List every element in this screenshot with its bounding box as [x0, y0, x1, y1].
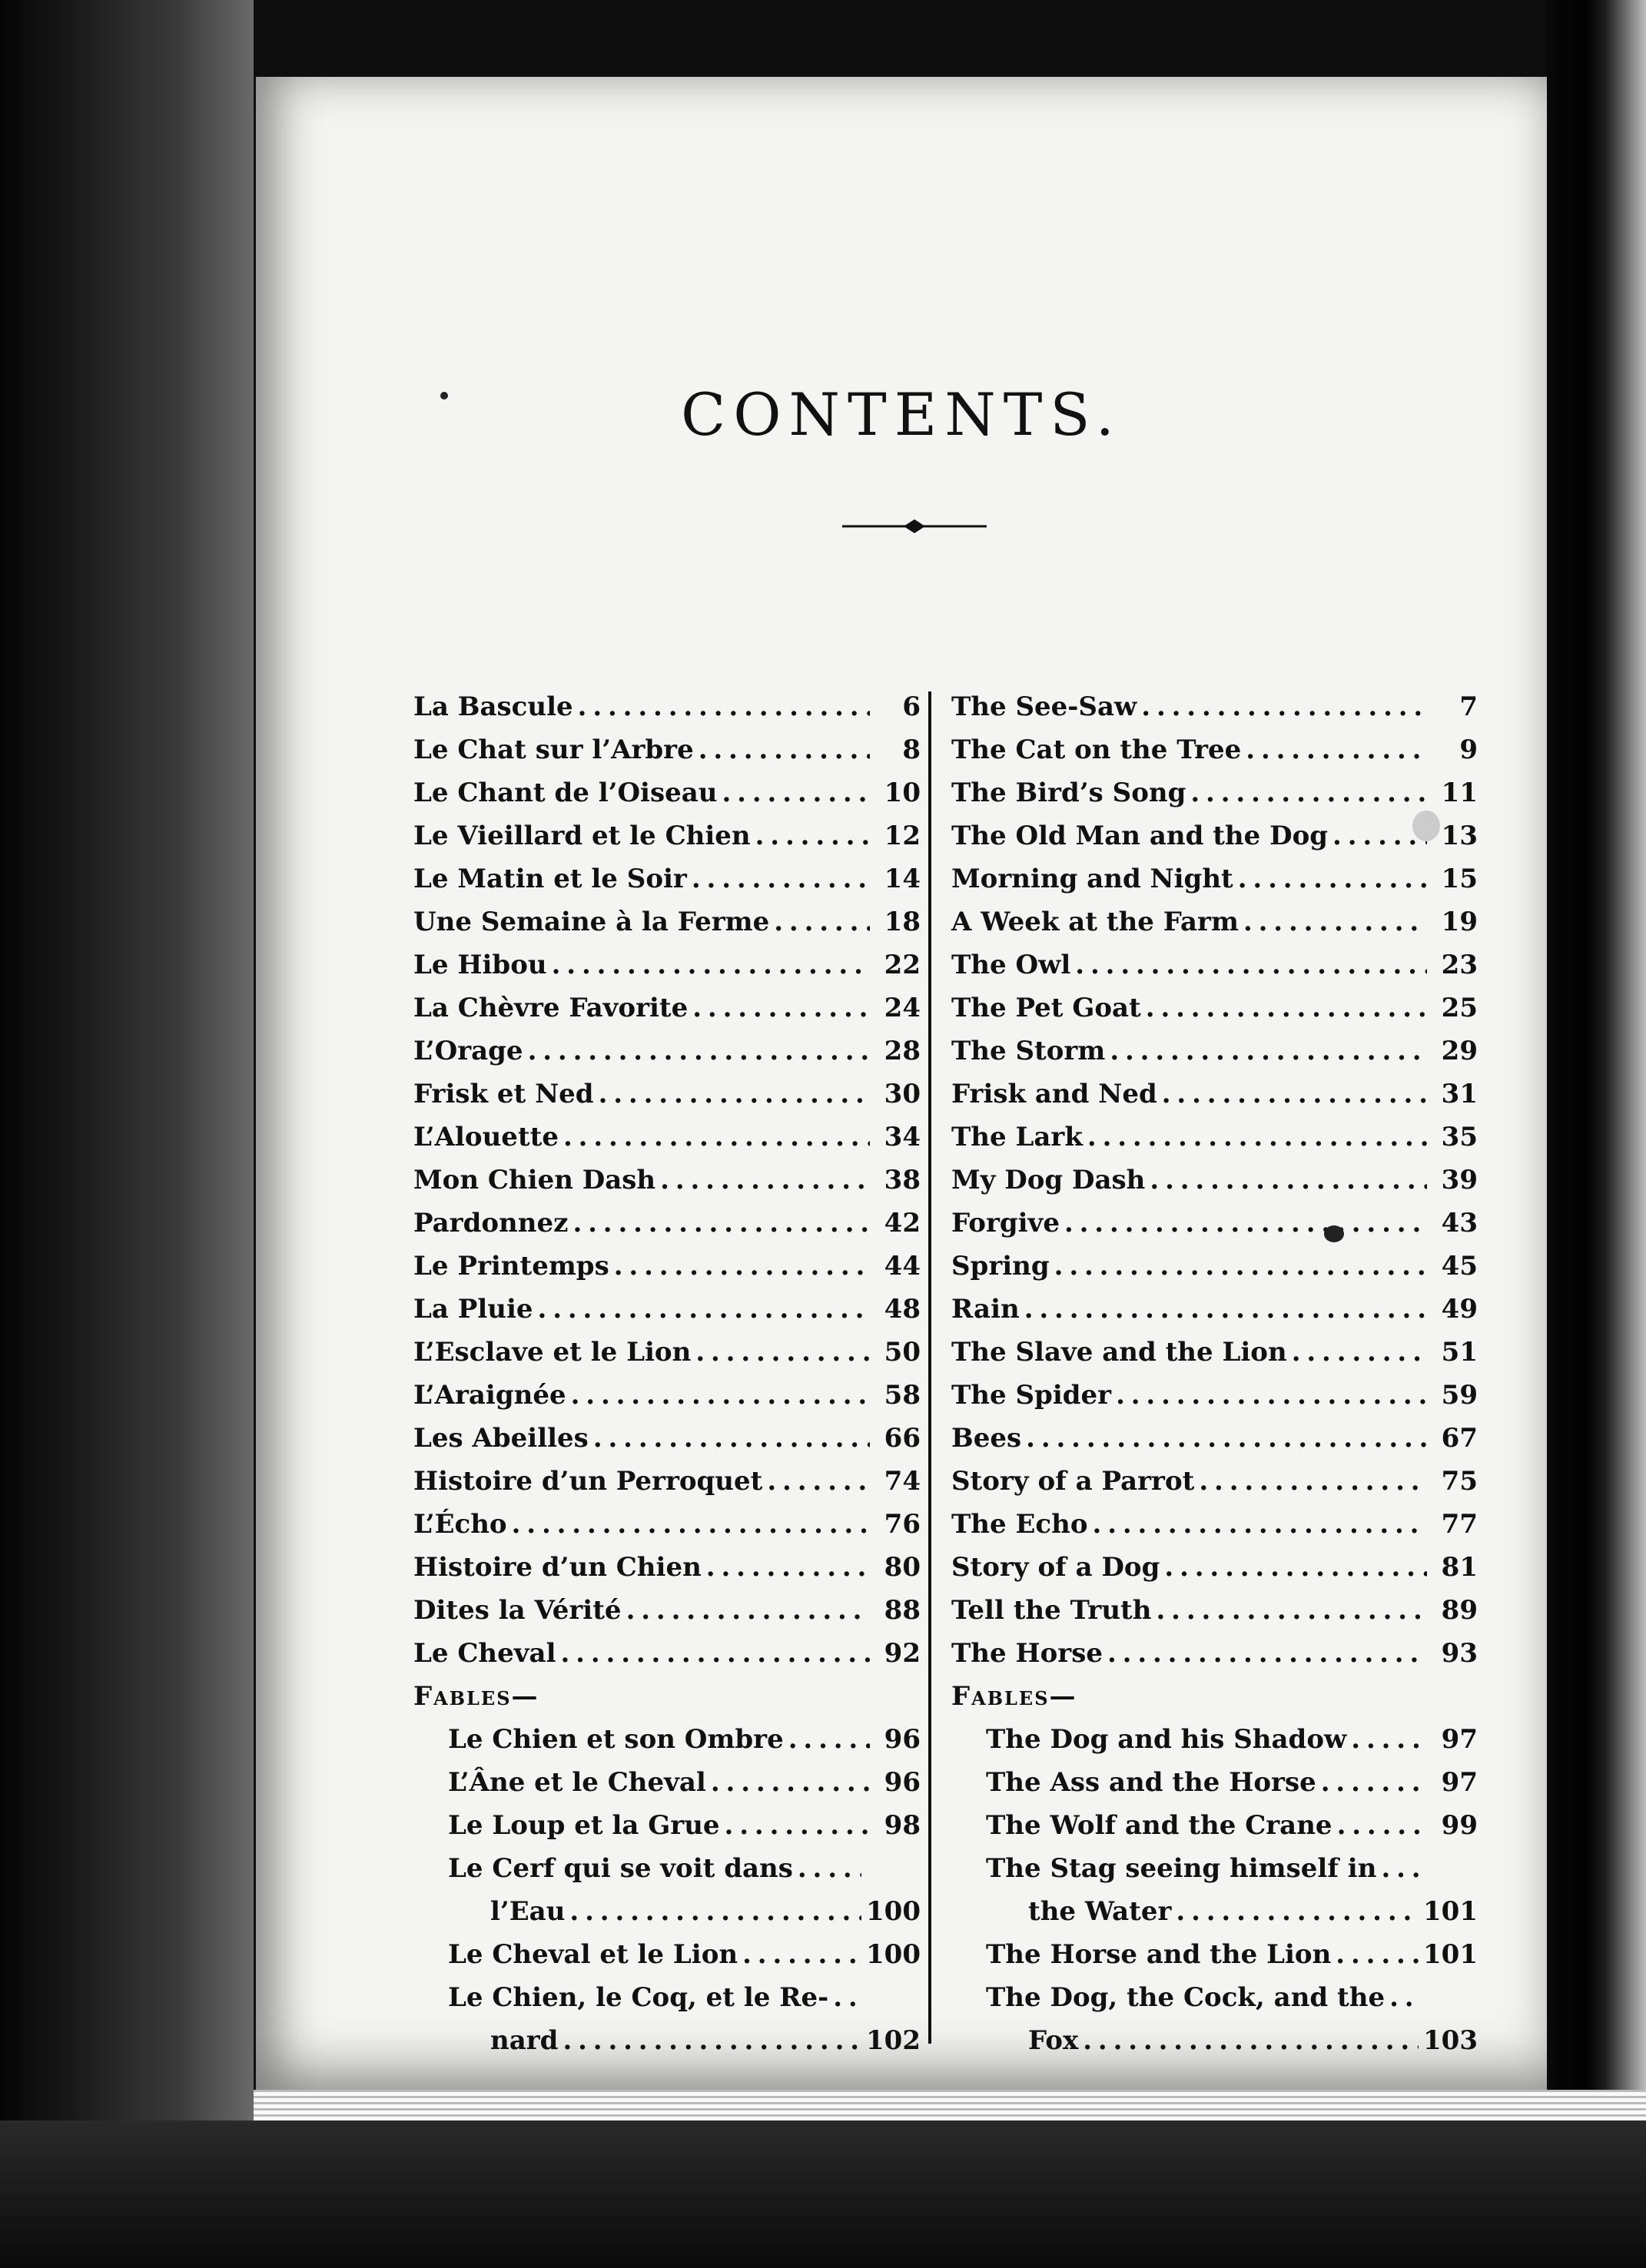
toc-page-number: 97 [1441, 1767, 1478, 1798]
toc-page-number: 51 [1441, 1337, 1478, 1368]
scan-border-bottom [0, 2120, 1646, 2268]
toc-row [413, 1509, 936, 1552]
toc-row [413, 1380, 936, 1423]
toc-entry: Rain [951, 1294, 1020, 1325]
toc-page-number: 75 [1441, 1466, 1478, 1497]
toc-page-number: 93 [1441, 1638, 1478, 1669]
toc-entry: Histoire d’un Chien [413, 1552, 702, 1583]
toc-entry-continuation: the Water [1028, 1896, 1172, 1927]
toc-row [413, 1724, 936, 1767]
toc-row [413, 1337, 936, 1380]
toc-entry: The Cat on the Tree [951, 734, 1242, 765]
toc-page-number: 7 [1459, 691, 1478, 722]
toc-leader-dots [571, 1380, 870, 1411]
toc-leader-dots [569, 1896, 861, 1927]
toc-row [413, 1466, 936, 1509]
toc-leader-dots [1389, 1982, 1419, 2013]
fables-heading [413, 1681, 936, 1724]
toc-entry: Story of a Dog [951, 1552, 1160, 1583]
toc-entry: Le Chant de l’Oiseau [413, 778, 718, 808]
toc-page-number: 50 [884, 1337, 921, 1368]
toc-row [413, 691, 936, 734]
toc-row [928, 1767, 1501, 1810]
toc-entry: Frisk et Ned [413, 1079, 594, 1109]
toc-page-number: 58 [884, 1380, 921, 1411]
toc-entry: The Ass and the Horse [986, 1767, 1316, 1798]
toc-leader-dots [798, 1853, 861, 1884]
toc-leader-dots [695, 1337, 870, 1368]
toc-page-number: 92 [884, 1638, 921, 1669]
toc-entry: Le Cheval [413, 1638, 556, 1669]
toc-page-number: 49 [1441, 1294, 1478, 1325]
toc-leader-dots [1141, 691, 1427, 722]
toc-page-number: 74 [884, 1466, 921, 1497]
toc-row [928, 993, 1501, 1036]
toc-entry-continuation: l’Eau [490, 1896, 566, 1927]
toc-leader-dots [1146, 993, 1427, 1023]
toc-entry: Le Hibou [413, 950, 547, 980]
toc-page-number: 39 [1441, 1165, 1478, 1195]
toc-page-number: 101 [1423, 1939, 1478, 1970]
toc-row [928, 950, 1501, 993]
toc-row [928, 864, 1501, 907]
toc-entry: Le Chien et son Ombre [448, 1724, 784, 1755]
toc-page-number: 98 [884, 1810, 921, 1841]
bottom-rule [254, 2090, 1646, 2120]
toc-page-number: 96 [884, 1724, 921, 1755]
toc-row [928, 1208, 1501, 1251]
toc-leader-dots [1238, 864, 1427, 894]
toc-entry: My Dog Dash [951, 1165, 1146, 1195]
book-page [254, 77, 1547, 2090]
toc-row [928, 1638, 1501, 1681]
toc-leader-dots [706, 1552, 870, 1583]
toc-leader-dots [1199, 1466, 1427, 1497]
toc-entry: L’Esclave et le Lion [413, 1337, 692, 1368]
toc-leader-dots [1176, 1896, 1419, 1927]
toc-row [928, 1982, 1501, 2025]
toc-leader-dots [1243, 907, 1427, 937]
toc-entry: Le Cheval et le Lion [448, 1939, 738, 1970]
toc-row-continuation [413, 2025, 936, 2068]
toc-row [928, 1509, 1501, 1552]
toc-leader-dots [1321, 1767, 1427, 1798]
toc-page-number: 24 [884, 993, 921, 1023]
toc-leader-dots [593, 1423, 870, 1454]
toc-leader-dots [1150, 1165, 1427, 1195]
toc-page-number: 35 [1441, 1122, 1478, 1152]
toc-entry: Le Chat sur l’Arbre [413, 734, 694, 765]
toc-leader-dots [538, 1294, 870, 1325]
toc-leader-dots [1381, 1853, 1419, 1884]
toc-page-number: 102 [866, 2025, 921, 2056]
toc-page-number: 8 [902, 734, 921, 765]
toc-row [413, 1767, 936, 1810]
toc-entry: L’Orage [413, 1036, 523, 1066]
toc-entry: Forgive [951, 1208, 1060, 1238]
toc-page-number: 81 [1441, 1552, 1478, 1583]
toc-row [413, 1552, 936, 1595]
toc-leader-dots [1087, 1122, 1427, 1152]
toc-entry: Le Chien, le Coq, et le Re- [448, 1982, 829, 2013]
toc-entry-continuation: Fox [1028, 2025, 1079, 2056]
toc-leader-dots [1093, 1509, 1427, 1540]
toc-row [413, 1165, 936, 1208]
toc-row-continuation [928, 1896, 1501, 1939]
toc-entry: The Lark [951, 1122, 1083, 1152]
toc-page-number: 9 [1459, 734, 1478, 765]
toc-page-number: 45 [1441, 1251, 1478, 1282]
toc-leader-dots [572, 1208, 870, 1238]
toc-row [413, 1036, 936, 1079]
toc-entry: Le Vieillard et le Chien [413, 821, 751, 851]
toc-entry: A Week at the Farm [951, 907, 1239, 937]
toc-leader-dots [1351, 1724, 1427, 1755]
toc-row [413, 1079, 936, 1122]
toc-page-number: 19 [1441, 907, 1478, 937]
toc-entry: The Bird’s Song [951, 778, 1186, 808]
french-column [413, 691, 936, 2068]
fables-heading [928, 1681, 1501, 1724]
toc-leader-dots [774, 907, 870, 937]
toc-entry: L’Alouette [413, 1122, 559, 1152]
toc-leader-dots [1075, 950, 1427, 980]
toc-page-number: 100 [866, 1896, 921, 1927]
toc-leader-dots [614, 1251, 870, 1282]
toc-leader-dots [1024, 1294, 1427, 1325]
toc-page-number: 34 [884, 1122, 921, 1152]
toc-leader-dots [1110, 1036, 1427, 1066]
toc-leader-dots [767, 1466, 870, 1497]
ink-speck [1412, 811, 1440, 841]
toc-page-number: 25 [1441, 993, 1478, 1023]
toc-leader-dots [1156, 1595, 1427, 1626]
toc-entry: Pardonnez [413, 1208, 569, 1238]
toc-page-number: 11 [1441, 778, 1478, 808]
toc-page-number: 28 [884, 1036, 921, 1066]
toc-entry: The Horse and the Lion [986, 1939, 1332, 1970]
toc-row [928, 1466, 1501, 1509]
toc-row [928, 1122, 1501, 1165]
toc-row [928, 1939, 1501, 1982]
toc-entry: L’Araignée [413, 1380, 566, 1411]
toc-leader-dots [692, 993, 870, 1023]
toc-page-number: 44 [884, 1251, 921, 1282]
toc-entry: The Wolf and the Crane [986, 1810, 1332, 1841]
scan-border-right [1545, 0, 1646, 2268]
fables-heading-label: Fables— [951, 1681, 1077, 1712]
toc-row [928, 1595, 1501, 1638]
toc-row [928, 1810, 1501, 1853]
toc-row [928, 1251, 1501, 1294]
ink-speck [1324, 1225, 1344, 1242]
toc-entry: The Dog, the Cock, and the [986, 1982, 1385, 2013]
toc-page-number: 77 [1441, 1509, 1478, 1540]
toc-page-number: 43 [1441, 1208, 1478, 1238]
toc-leader-dots [552, 950, 870, 980]
toc-page-number: 100 [866, 1939, 921, 1970]
toc-leader-dots [725, 1810, 870, 1841]
toc-row [928, 691, 1501, 734]
toc-leader-dots [1164, 1552, 1427, 1583]
toc-entry: Histoire d’un Perroquet [413, 1466, 763, 1497]
toc-leader-dots [755, 821, 870, 851]
toc-leader-dots [512, 1509, 870, 1540]
toc-leader-dots [1190, 778, 1427, 808]
toc-leader-dots [742, 1939, 861, 1970]
toc-leader-dots [1162, 1079, 1427, 1109]
toc-row [413, 778, 936, 821]
toc-row [928, 1165, 1501, 1208]
toc-row [413, 1251, 936, 1294]
toc-entry: Le Matin et le Soir [413, 864, 687, 894]
toc-entry: Les Abeilles [413, 1423, 589, 1454]
toc-row-continuation [928, 2025, 1501, 2068]
fables-heading-label: Fables— [413, 1681, 539, 1712]
toc-page-number: 101 [1423, 1896, 1478, 1927]
toc-page-number: 96 [884, 1767, 921, 1798]
toc-entry: Mon Chien Dash [413, 1165, 656, 1195]
toc-entry: The Storm [951, 1036, 1106, 1066]
toc-row [413, 1638, 936, 1681]
toc-row [413, 1423, 936, 1466]
toc-row [413, 1810, 936, 1853]
toc-page-number: 12 [884, 821, 921, 851]
toc-row [413, 1939, 936, 1982]
toc-row [413, 1982, 936, 2025]
toc-row-continuation [413, 1896, 936, 1939]
toc-leader-dots [699, 734, 870, 765]
toc-row [928, 1853, 1501, 1896]
toc-row [413, 1853, 936, 1896]
toc-entry: La Chèvre Favorite [413, 993, 689, 1023]
toc-leader-dots [599, 1079, 870, 1109]
toc-leader-dots [626, 1595, 870, 1626]
toc-row [413, 907, 936, 950]
toc-row [413, 734, 936, 778]
toc-row [928, 1724, 1501, 1767]
toc-page-number: 18 [884, 907, 921, 937]
toc-leader-dots [1054, 1251, 1427, 1282]
toc-page-number: 14 [884, 864, 921, 894]
scan-border-left [0, 0, 254, 2268]
toc-row [928, 907, 1501, 950]
toc-entry: Une Semaine à la Ferme [413, 907, 770, 937]
toc-leader-dots [1246, 734, 1427, 765]
toc-page-number: 38 [884, 1165, 921, 1195]
toc-row [413, 821, 936, 864]
toc-leader-dots [578, 691, 870, 722]
toc-leader-dots [660, 1165, 870, 1195]
english-column [928, 691, 1501, 2068]
toc-entry: L’Âne et le Cheval [448, 1767, 706, 1798]
toc-row [928, 1380, 1501, 1423]
toc-leader-dots [1026, 1423, 1427, 1454]
ink-speck [440, 392, 448, 400]
toc-row [413, 993, 936, 1036]
toc-entry-continuation: nard [490, 2025, 559, 2056]
toc-row [413, 1294, 936, 1337]
toc-leader-dots [1064, 1208, 1427, 1238]
toc-row [413, 1208, 936, 1251]
toc-page-number: 13 [1441, 821, 1478, 851]
toc-entry: The Owl [951, 950, 1071, 980]
toc-entry: The Echo [951, 1509, 1088, 1540]
toc-leader-dots [1292, 1337, 1427, 1368]
toc-page-number: 29 [1441, 1036, 1478, 1066]
toc-row [413, 1122, 936, 1165]
toc-leader-dots [1083, 2025, 1419, 2056]
toc-row [928, 778, 1501, 821]
toc-entry: La Pluie [413, 1294, 533, 1325]
toc-leader-dots [561, 1638, 871, 1669]
toc-page-number: 31 [1441, 1079, 1478, 1109]
toc-page-number: 30 [884, 1079, 921, 1109]
toc-row [413, 864, 936, 907]
toc-entry: Dites la Vérité [413, 1595, 622, 1626]
toc-row [928, 1079, 1501, 1122]
toc-row [413, 950, 936, 993]
toc-row [413, 1595, 936, 1638]
toc-entry: The Dog and his Shadow [986, 1724, 1347, 1755]
toc-page-number: 15 [1441, 864, 1478, 894]
toc-leader-dots [722, 778, 871, 808]
toc-leader-dots [1337, 1810, 1427, 1841]
toc-leader-dots [833, 1982, 861, 2013]
toc-entry: The Old Man and the Dog [951, 821, 1329, 851]
toc-entry: Tell the Truth [951, 1595, 1152, 1626]
toc-entry: The Slave and the Lion [951, 1337, 1287, 1368]
toc-page-number: 103 [1423, 2025, 1478, 2056]
toc-row [928, 1337, 1501, 1380]
toc-page-number: 42 [884, 1208, 921, 1238]
toc-leader-dots [692, 864, 870, 894]
toc-page-number: 67 [1441, 1423, 1478, 1454]
toc-entry: Le Printemps [413, 1251, 609, 1282]
toc-page-number: 97 [1441, 1724, 1478, 1755]
toc-leader-dots [711, 1767, 870, 1798]
toc-page-number: 59 [1441, 1380, 1478, 1411]
toc-page-number: 80 [884, 1552, 921, 1583]
toc-page-number: 23 [1441, 950, 1478, 980]
toc-leader-dots [1116, 1380, 1427, 1411]
toc-entry: Le Loup et la Grue [448, 1810, 720, 1841]
toc-leader-dots [528, 1036, 870, 1066]
toc-entry: Spring [951, 1251, 1050, 1282]
toc-entry: The Stag seeing himself in [986, 1853, 1377, 1884]
toc-page-number: 66 [884, 1423, 921, 1454]
ornament-rule [842, 515, 987, 538]
toc-leader-dots [1336, 1939, 1419, 1970]
toc-row [928, 1036, 1501, 1079]
toc-entry: The Pet Goat [951, 993, 1141, 1023]
toc-entry: Story of a Parrot [951, 1466, 1195, 1497]
page-title: CONTENTS. [681, 380, 1122, 449]
toc-row [928, 1552, 1501, 1595]
toc-page-number: 22 [884, 950, 921, 980]
toc-page-number: 89 [1441, 1595, 1478, 1626]
toc-entry: La Bascule [413, 691, 573, 722]
toc-page-number: 6 [902, 691, 921, 722]
toc-entry: Morning and Night [951, 864, 1233, 894]
toc-leader-dots [563, 1122, 870, 1152]
toc-page-number: 76 [884, 1509, 921, 1540]
toc-page-number: 99 [1441, 1810, 1478, 1841]
toc-leader-dots [1107, 1638, 1427, 1669]
toc-entry: Bees [951, 1423, 1022, 1454]
toc-row [928, 734, 1501, 778]
toc-leader-dots [562, 2025, 861, 2056]
toc-page-number: 88 [884, 1595, 921, 1626]
toc-page-number: 10 [884, 778, 921, 808]
toc-entry: L’Écho [413, 1509, 507, 1540]
toc-entry: The Spider [951, 1380, 1112, 1411]
toc-row [928, 1423, 1501, 1466]
toc-entry: Le Cerf qui se voit dans [448, 1853, 793, 1884]
toc-entry: The Horse [951, 1638, 1103, 1669]
toc-entry: Frisk and Ned [951, 1079, 1157, 1109]
toc-entry: The See-Saw [951, 691, 1137, 722]
toc-page-number: 48 [884, 1294, 921, 1325]
toc-leader-dots [788, 1724, 870, 1755]
toc-row [928, 1294, 1501, 1337]
